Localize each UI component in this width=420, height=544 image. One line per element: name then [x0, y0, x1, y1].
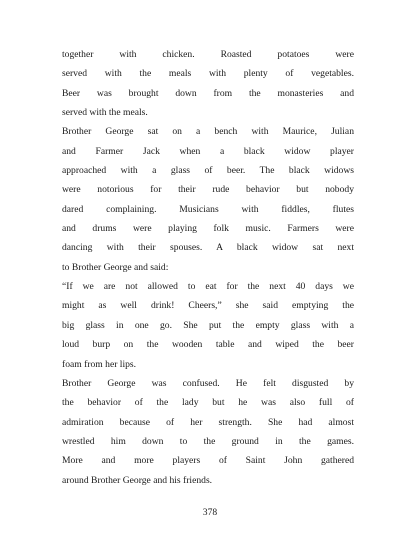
text-line: approached with a glass of beer. The black widows: [62, 165, 354, 177]
text-line: might as well drink! Cheers,” she said emptying the: [62, 300, 354, 312]
page-number: 378: [202, 507, 218, 518]
text-line: loud burp on the wooden table and wiped the beer: [62, 339, 354, 351]
text-line: around Brother George and his friends.: [62, 474, 213, 486]
text-line: the behavior of the lady but he was also full of: [62, 397, 354, 409]
text-line: together with chicken. Roasted potatoes were: [62, 49, 354, 60]
text-line: dared complaining. Musicians with fiddles, flutes: [62, 203, 354, 215]
text-line: wrestled him down to the ground in the games.: [62, 435, 354, 447]
text-line: to Brother George and said:: [62, 261, 169, 273]
text-line: More and more players of Saint John gathered: [62, 455, 354, 467]
text-line: admiration because of her strength. She had almost: [62, 416, 354, 428]
text-line: Brother George sat on a bench with Maurice, Julian: [62, 126, 354, 138]
body-text: [62, 45, 354, 490]
text-line: and drums were playing folk music. Farmers were: [62, 223, 354, 235]
paragraph-2: [62, 122, 354, 277]
paragraph-4: [62, 374, 354, 490]
text-line: served with the meals with plenty of vegetables.: [62, 68, 354, 80]
text-line: Beer was brought down from the monasteries and: [62, 87, 354, 99]
text-line: foam from her lips.: [62, 358, 137, 370]
text-line: and Farmer Jack when a black widow player: [62, 145, 354, 157]
text-line: dancing with their spouses. A black widow sat next: [62, 242, 354, 254]
text-line: served with the meals.: [62, 107, 148, 119]
paragraph-1: [62, 45, 354, 122]
paragraph-3: [62, 277, 354, 374]
text-line: were notorious for their rude behavior but nobody: [62, 184, 354, 196]
text-line: big glass in one go. She put the empty glass with a: [62, 319, 354, 331]
text-line: “If we are not allowed to eat for the next 40 days we: [62, 281, 354, 293]
text-line: Brother George was confused. He felt disgusted by: [62, 377, 354, 389]
